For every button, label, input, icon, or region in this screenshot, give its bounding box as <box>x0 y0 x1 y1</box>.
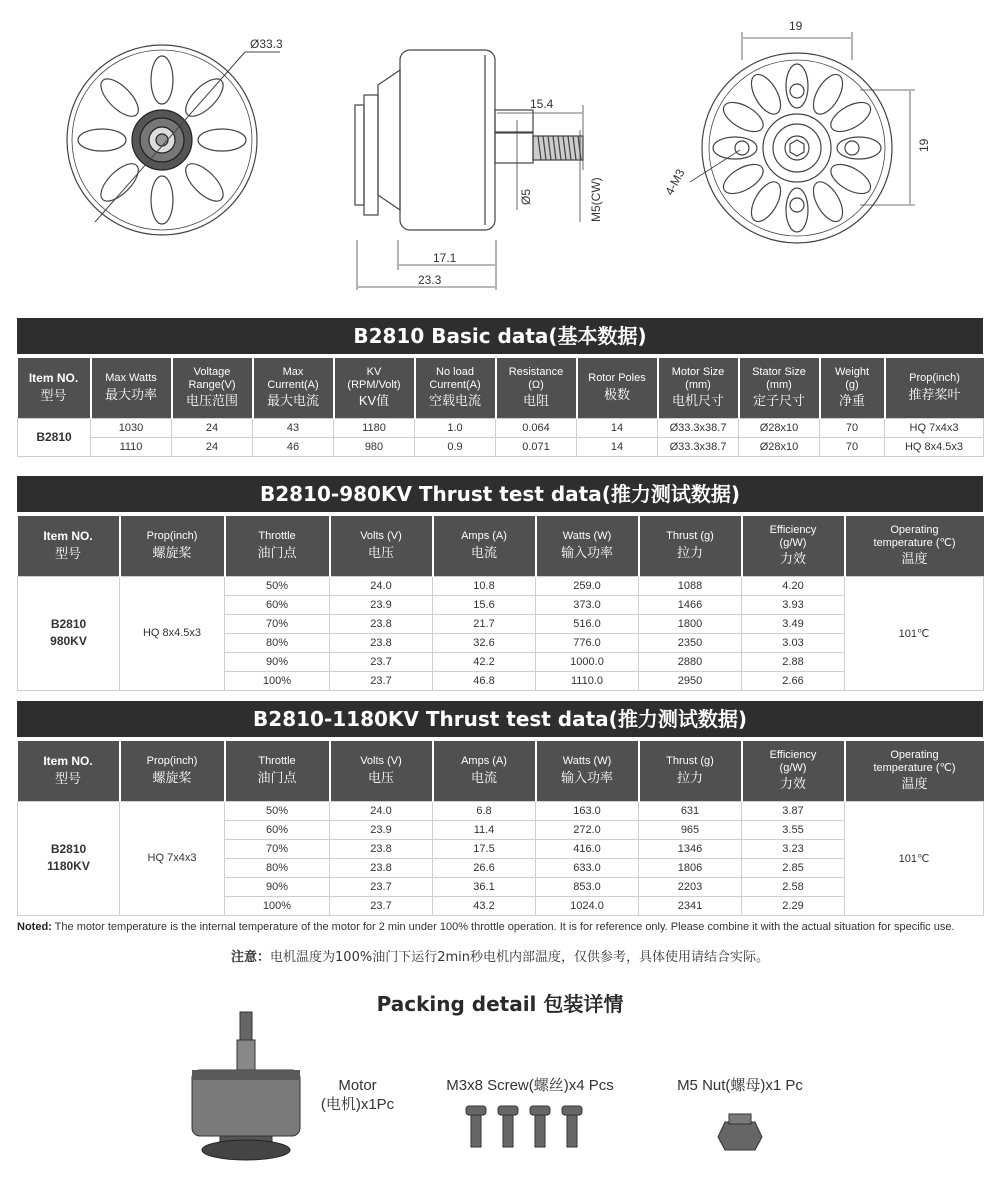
header-zh: 电压范围 <box>185 393 238 409</box>
screws-image <box>462 1102 592 1152</box>
table-cell: 24.0 <box>330 801 433 820</box>
header-en: Volts (V) <box>360 755 402 768</box>
header-zh: 型号 <box>54 770 81 786</box>
table-cell: 1088 <box>639 576 742 595</box>
note-zh-text: 电机温度为100%油门下运行2min秒电机内部温度，仅供参考，具体使用请结合实际。 <box>270 950 769 965</box>
table-cell: 3.23 <box>742 839 845 858</box>
packing-screws-label: M3x8 Screw(螺丝)x4 Pcs <box>446 1077 614 1094</box>
table-cell: 17.5 <box>433 839 536 858</box>
item-cell: B2810 980KV <box>18 576 120 690</box>
basic-header-3 <box>253 358 334 418</box>
table-cell: 1180 <box>334 418 415 437</box>
table-cell: 259.0 <box>536 576 639 595</box>
header-zh: 螺旋桨 <box>152 770 192 786</box>
table-cell: 373.0 <box>536 595 639 614</box>
table-row <box>18 418 984 437</box>
table-cell: 2880 <box>639 652 742 671</box>
table-cell: 1030 <box>91 418 172 437</box>
table-row <box>18 437 984 456</box>
table-row <box>18 576 984 595</box>
header-zh: 电流 <box>470 770 497 786</box>
table-cell: 32.6 <box>433 633 536 652</box>
table-cell: 23.7 <box>330 877 433 896</box>
basic-header-5 <box>415 358 496 418</box>
header-zh: 螺旋桨 <box>152 545 192 561</box>
thrust-980kv-title: B2810-980KV Thrust test data(推力测试数据) <box>17 476 983 512</box>
table-cell: 50% <box>225 576 330 595</box>
table-cell: 980 <box>334 437 415 456</box>
table-cell: 1806 <box>639 858 742 877</box>
front-diameter-label: Ø33.3 <box>250 37 283 51</box>
basic-header-8 <box>658 358 739 418</box>
t980-header-7 <box>742 516 845 576</box>
header-en: Amps (A) <box>461 530 507 543</box>
nut-image <box>715 1112 765 1152</box>
header-zh: 输入功率 <box>560 770 613 786</box>
table-cell: 2350 <box>639 633 742 652</box>
header-en: Prop(inch) <box>909 372 960 385</box>
header-zh: 温度 <box>901 776 928 792</box>
basic-data-title: B2810 Basic data(基本数据) <box>17 318 983 354</box>
table-cell: 6.8 <box>433 801 536 820</box>
header-zh: 推荐桨叶 <box>908 387 961 403</box>
table-cell: 3.93 <box>742 595 845 614</box>
table-cell: 1466 <box>639 595 742 614</box>
basic-data-table <box>17 358 984 457</box>
table-cell: Ø28x10 <box>739 418 820 437</box>
hole-width-label: 19 <box>789 19 803 33</box>
table-cell: 70 <box>820 418 885 437</box>
header-en: Voltage Range(V) <box>188 366 236 391</box>
header-en: Watts (W) <box>562 530 612 543</box>
t1180-header-0 <box>18 741 120 801</box>
table-cell: 80% <box>225 858 330 877</box>
table-cell: 100% <box>225 896 330 915</box>
header-zh: 拉力 <box>676 770 703 786</box>
t1180-header-5 <box>536 741 639 801</box>
table-cell: Ø28x10 <box>739 437 820 456</box>
table-cell: 2.85 <box>742 858 845 877</box>
table-cell: 24 <box>172 437 253 456</box>
table-cell: 10.8 <box>433 576 536 595</box>
note-en <box>17 921 987 933</box>
table-cell: 90% <box>225 652 330 671</box>
packing-motor-label: Motor (电机)x1Pc <box>320 1077 395 1113</box>
table-cell: 965 <box>639 820 742 839</box>
header-en: Motor Size (mm) <box>671 366 725 391</box>
header-zh: 极数 <box>603 387 630 403</box>
table-cell: 631 <box>639 801 742 820</box>
header-zh: 电阻 <box>522 393 549 409</box>
t980-header-0 <box>18 516 120 576</box>
header-zh: 净重 <box>838 393 865 409</box>
note-zh <box>0 946 1000 965</box>
header-en: Operating temperature (℃) <box>873 749 956 774</box>
t980-header-2 <box>225 516 330 576</box>
thrust-980kv-table <box>17 516 984 691</box>
table-cell: 46.8 <box>433 671 536 690</box>
table-cell: 853.0 <box>536 877 639 896</box>
table-cell: 2.58 <box>742 877 845 896</box>
header-zh: 电流 <box>470 545 497 561</box>
header-zh: 最大电流 <box>266 393 319 409</box>
table-cell: 15.6 <box>433 595 536 614</box>
table-cell: 2.29 <box>742 896 845 915</box>
total-length-label: 23.3 <box>418 273 442 287</box>
header-en: No load Current(A) <box>429 366 481 391</box>
t980-header-3 <box>330 516 433 576</box>
item-cell: B2810 <box>18 418 91 456</box>
prop-cell: HQ 7x4x3 <box>120 801 225 915</box>
header-zh: 电机尺寸 <box>671 393 724 409</box>
table-cell: 1110 <box>91 437 172 456</box>
header-en: Efficiency (g/W) <box>769 749 817 774</box>
t1180-header-8 <box>845 741 984 801</box>
t1180-header-4 <box>433 741 536 801</box>
header-en: Thrust (g) <box>666 755 714 768</box>
header-zh: 输入功率 <box>560 545 613 561</box>
header-en: Efficiency (g/W) <box>769 524 817 549</box>
table-cell: 23.8 <box>330 858 433 877</box>
basic-header-6 <box>496 358 577 418</box>
table-cell: 43.2 <box>433 896 536 915</box>
header-en: Item NO. <box>43 528 93 543</box>
table-cell: 272.0 <box>536 820 639 839</box>
table-cell: 60% <box>225 595 330 614</box>
header-zh: 最大功率 <box>104 387 157 403</box>
basic-header-2 <box>172 358 253 418</box>
table-cell: 0.9 <box>415 437 496 456</box>
item-cell: B2810 1180KV <box>18 801 120 915</box>
packing-nut-label: M5 Nut(螺母)x1 Pc <box>677 1077 803 1094</box>
t980-header-4 <box>433 516 536 576</box>
header-zh: 拉力 <box>676 545 703 561</box>
t980-header-1 <box>120 516 225 576</box>
t1180-header-1 <box>120 741 225 801</box>
table-cell: 2203 <box>639 877 742 896</box>
table-cell: 633.0 <box>536 858 639 877</box>
table-cell: 4.20 <box>742 576 845 595</box>
table-cell: 14 <box>577 437 658 456</box>
shaft-diameter-label: Ø5 <box>519 188 533 205</box>
hole-height-label: 19 <box>917 138 931 152</box>
header-zh: 油门点 <box>257 545 297 561</box>
table-cell: 43 <box>253 418 334 437</box>
header-zh: 油门点 <box>257 770 297 786</box>
header-en: Max Watts <box>105 372 157 385</box>
basic-header-0 <box>18 358 91 418</box>
header-zh: 定子尺寸 <box>752 393 805 409</box>
table-cell: 3.49 <box>742 614 845 633</box>
header-zh: 力效 <box>779 776 806 792</box>
t1180-header-6 <box>639 741 742 801</box>
basic-header-4 <box>334 358 415 418</box>
header-en: Volts (V) <box>360 530 402 543</box>
table-cell: 1800 <box>639 614 742 633</box>
basic-header-9 <box>739 358 820 418</box>
header-en: Thrust (g) <box>666 530 714 543</box>
header-en: Throttle <box>258 755 296 768</box>
prop-cell: HQ 8x4.5x3 <box>120 576 225 690</box>
note-zh-label: 注意： <box>231 950 271 965</box>
table-cell: 3.87 <box>742 801 845 820</box>
table-cell: 163.0 <box>536 801 639 820</box>
table-cell: 0.064 <box>496 418 577 437</box>
body-length-label: 17.1 <box>433 251 457 265</box>
table-cell: 70% <box>225 614 330 633</box>
table-cell: Ø33.3x38.7 <box>658 418 739 437</box>
packing-title: Packing detail 包装详情 <box>376 992 624 1016</box>
header-en: Item NO. <box>28 370 79 385</box>
table-cell: 90% <box>225 877 330 896</box>
header-en: Operating temperature (℃) <box>873 524 956 549</box>
table-cell: 21.7 <box>433 614 536 633</box>
table-cell: 1346 <box>639 839 742 858</box>
header-en: Resistance (Ω) <box>508 366 564 391</box>
table-cell: 100% <box>225 671 330 690</box>
table-cell: 1000.0 <box>536 652 639 671</box>
thread-label: M5(CW) <box>589 177 603 222</box>
thrust-1180kv-table <box>17 741 984 916</box>
header-en: Rotor Poles <box>588 372 646 385</box>
mount-holes-label: 4-M3 <box>662 166 688 198</box>
table-cell: 42.2 <box>433 652 536 671</box>
t1180-header-7 <box>742 741 845 801</box>
table-cell: 23.7 <box>330 671 433 690</box>
table-cell: 2.88 <box>742 652 845 671</box>
header-en: Prop(inch) <box>146 755 198 768</box>
table-cell: 80% <box>225 633 330 652</box>
note-text: The motor temperature is the internal temperature of the motor for 2 min under 100% throttle operation. It is for reference only. Please combine it with the actual situation for specific use. <box>51 921 955 933</box>
rear-view-drawing <box>690 32 915 243</box>
front-view-drawing <box>67 45 280 235</box>
header-en: Watts (W) <box>562 755 612 768</box>
table-cell: 70 <box>820 437 885 456</box>
table-cell: 516.0 <box>536 614 639 633</box>
motor-image <box>180 1010 310 1170</box>
table-cell: 23.7 <box>330 652 433 671</box>
header-zh: 力效 <box>779 551 806 567</box>
table-cell: 23.9 <box>330 595 433 614</box>
header-en: Stator Size (mm) <box>752 366 806 391</box>
t980-header-5 <box>536 516 639 576</box>
table-cell: 0.071 <box>496 437 577 456</box>
table-cell: 1110.0 <box>536 671 639 690</box>
table-cell: 1024.0 <box>536 896 639 915</box>
header-en: Max Current(A) <box>267 366 319 391</box>
note-label: Noted: <box>17 921 52 933</box>
table-cell: HQ 8x4.5x3 <box>885 437 984 456</box>
t980-header-8 <box>845 516 984 576</box>
t1180-header-2 <box>225 741 330 801</box>
header-zh: 型号 <box>40 387 67 403</box>
side-view-drawing <box>355 50 583 290</box>
table-cell: 24.0 <box>330 576 433 595</box>
table-cell: 70% <box>225 839 330 858</box>
table-cell: 3.03 <box>742 633 845 652</box>
table-cell: 3.55 <box>742 820 845 839</box>
table-cell: 23.8 <box>330 614 433 633</box>
temp-cell: 101℃ <box>845 801 984 915</box>
table-cell: 11.4 <box>433 820 536 839</box>
table-cell: 2950 <box>639 671 742 690</box>
shaft-length-label: 15.4 <box>530 97 554 111</box>
table-cell: 23.8 <box>330 633 433 652</box>
table-cell: 23.9 <box>330 820 433 839</box>
table-cell: 23.8 <box>330 839 433 858</box>
table-cell: 24 <box>172 418 253 437</box>
table-cell: 776.0 <box>536 633 639 652</box>
header-zh: 电压 <box>367 770 394 786</box>
table-cell: Ø33.3x38.7 <box>658 437 739 456</box>
basic-header-10 <box>820 358 885 418</box>
header-en: Weight (g) <box>834 366 870 391</box>
temp-cell: 101℃ <box>845 576 984 690</box>
table-cell: 60% <box>225 820 330 839</box>
header-en: Amps (A) <box>461 755 507 768</box>
header-zh: 温度 <box>901 551 928 567</box>
table-cell: 2.66 <box>742 671 845 690</box>
header-en: Prop(inch) <box>146 530 198 543</box>
table-row <box>18 801 984 820</box>
technical-drawings <box>0 0 1000 305</box>
table-cell: 36.1 <box>433 877 536 896</box>
table-cell: 1.0 <box>415 418 496 437</box>
header-zh: 空载电流 <box>428 393 481 409</box>
t1180-header-3 <box>330 741 433 801</box>
basic-header-7 <box>577 358 658 418</box>
table-cell: 23.7 <box>330 896 433 915</box>
table-cell: 26.6 <box>433 858 536 877</box>
table-cell: HQ 7x4x3 <box>885 418 984 437</box>
header-en: KV (RPM/Volt) <box>347 366 401 391</box>
header-zh: 电压 <box>367 545 394 561</box>
header-en: Item NO. <box>43 753 93 768</box>
basic-header-11 <box>885 358 984 418</box>
thrust-1180kv-title: B2810-1180KV Thrust test data(推力测试数据) <box>17 701 983 737</box>
table-cell: 50% <box>225 801 330 820</box>
table-cell: 2341 <box>639 896 742 915</box>
table-cell: 416.0 <box>536 839 639 858</box>
t980-header-6 <box>639 516 742 576</box>
header-zh: KV值 <box>358 393 390 409</box>
header-en: Throttle <box>258 530 296 543</box>
table-cell: 14 <box>577 418 658 437</box>
header-zh: 型号 <box>54 545 81 561</box>
basic-header-1 <box>91 358 172 418</box>
table-cell: 46 <box>253 437 334 456</box>
